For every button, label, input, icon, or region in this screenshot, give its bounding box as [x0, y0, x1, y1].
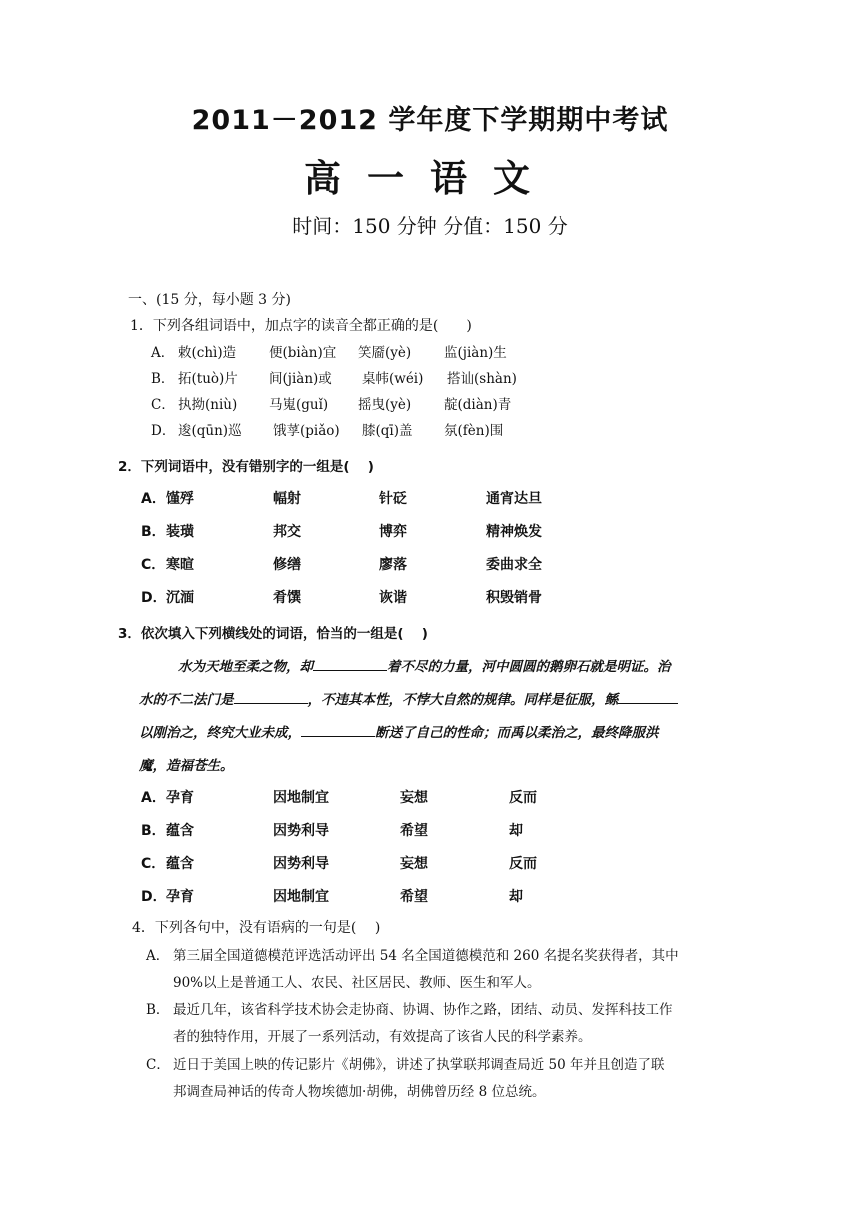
exam-meta: 时间：150 分钟 分值：150 分: [292, 214, 568, 238]
option-item: 氛(fèn)围: [444, 423, 504, 439]
option-label: B．: [141, 823, 166, 839]
option-item: 积毁销骨: [486, 590, 542, 606]
fill-blank: [234, 689, 308, 704]
fill-blank: [301, 722, 375, 737]
option-label: A．: [141, 790, 166, 806]
option-item: 马嵬(guǐ): [269, 397, 329, 413]
option-item: 因势利导: [273, 823, 329, 839]
option-label: B．: [151, 371, 175, 387]
passage-line: [139, 721, 659, 741]
option-item: 孕育: [166, 790, 194, 806]
option-item: 装璜: [166, 524, 194, 540]
passage-line: [178, 655, 671, 675]
option-item: 敕(chì)造: [178, 345, 237, 361]
option-item: 反而: [509, 856, 537, 872]
option-item: 蕴含: [166, 856, 194, 872]
option-item: 针砭: [379, 491, 407, 507]
option-item: 委曲求全: [486, 557, 542, 573]
option-item: 反而: [509, 790, 537, 806]
option-item: 因地制宜: [273, 790, 329, 806]
passage-line: [139, 688, 678, 708]
option-item: 拓(tuò)片: [178, 371, 238, 387]
question-stem: 2．下列词语中，没有错别字的一组是( ): [118, 459, 374, 475]
sentence-line: 近日于美国上映的传记影片《胡佛》，讲述了执掌联邦调查局近 50 年并且创造了联: [173, 1057, 665, 1073]
option-item: 桌帏(wéi): [362, 371, 424, 387]
option-label: A．: [151, 345, 175, 361]
option-item: 精神焕发: [486, 524, 542, 540]
question-stem: 1．下列各组词语中，加点字的读音全都正确的是( ): [130, 318, 472, 334]
option-item: 寒暄: [166, 557, 194, 573]
option-item: 却: [509, 823, 523, 839]
sentence-line: 邦调查局神话的传奇人物埃德加·胡佛，胡佛曾历经 8 位总统。: [173, 1084, 546, 1100]
option-label: A．: [146, 948, 170, 964]
question-stem: 3．依次填入下列横线处的词语，恰当的一组是( ): [118, 626, 428, 642]
option-item: 逡(qūn)巡: [178, 423, 242, 439]
option-item: 妄想: [400, 856, 428, 872]
option-item: 却: [509, 889, 523, 905]
passage-text: 水为天地至柔之物，却: [178, 659, 313, 675]
option-item: 蕴含: [166, 823, 194, 839]
option-item: 邦交: [273, 524, 301, 540]
option-item: 监(jiàn)生: [444, 345, 507, 361]
option-label: A．: [141, 491, 166, 507]
sentence-line: 第三届全国道德模范评选活动评出 54 名全国道德模范和 260 名提名奖获得者，其中: [173, 948, 679, 964]
option-item: 便(biàn)宜: [269, 345, 337, 361]
option-label: B．: [141, 524, 166, 540]
sentence-line: 者的独特作用，开展了一系列活动，有效提高了该省人民的科学素养。: [173, 1029, 592, 1045]
option-label: C．: [141, 557, 166, 573]
subject-title: 高一语文: [304, 157, 556, 200]
section-heading: 一、(15 分，每小题 3 分): [128, 292, 291, 308]
question-stem: 4．下列各句中，没有语病的一句是( ): [132, 920, 381, 936]
option-item: 廖落: [379, 557, 407, 573]
option-item: 饿莩(piǎo): [273, 423, 340, 439]
option-item: 肴馔: [273, 590, 301, 606]
exam-title: 2011－2012 学年度下学期期中考试: [191, 105, 669, 136]
option-label: C．: [141, 856, 166, 872]
option-label: C．: [151, 397, 175, 413]
option-item: 因势利导: [273, 856, 329, 872]
option-item: 通宵达旦: [486, 491, 542, 507]
option-item: 摇曳(yè): [358, 397, 412, 413]
option-item: 因地制宜: [273, 889, 329, 905]
option-item: 间(jiàn)或: [269, 371, 332, 387]
passage-text: 着不尽的力量，河中圆圆的鹅卵石就是明证。治: [387, 659, 671, 675]
sentence-line: 90%以上是普通工人、农民、社区居民、教师、医生和军人。: [173, 975, 541, 991]
passage-line: 魔，造福苍生。: [139, 758, 234, 774]
option-item: 诙谐: [379, 590, 407, 606]
option-item: 膝(qī)盖: [362, 423, 413, 439]
option-item: 希望: [400, 889, 428, 905]
option-item: 孕育: [166, 889, 194, 905]
option-item: 幅射: [273, 491, 301, 507]
option-item: 希望: [400, 823, 428, 839]
passage-text: 水的不二法门是: [139, 692, 234, 708]
sentence-line: 最近几年，该省科学技术协会走协商、协调、协作之路，团结、动员、发挥科技工作: [173, 1002, 673, 1018]
option-item: 馑殍: [166, 491, 194, 507]
option-label: C．: [146, 1057, 170, 1073]
passage-text: 以刚治之，终究大业未成，: [139, 725, 301, 741]
option-item: 妄想: [400, 790, 428, 806]
fill-blank: [313, 656, 387, 671]
option-label: D．: [141, 590, 167, 606]
option-item: 搭讪(shàn): [447, 371, 517, 387]
option-label: D．: [151, 423, 176, 439]
option-label: D．: [141, 889, 167, 905]
passage-text: ，不违其本性，不悖大自然的规律。同样是征服，鲧: [307, 692, 618, 708]
option-item: 靛(diàn)青: [444, 397, 512, 413]
option-label: B．: [146, 1002, 170, 1018]
option-item: 沉湎: [166, 590, 194, 606]
passage-text: 断送了自己的性命；而禹以柔治之，最终降服洪: [375, 725, 659, 741]
option-item: 修缮: [273, 557, 301, 573]
option-item: 博弈: [379, 524, 407, 540]
option-item: 执拗(niù): [178, 397, 238, 413]
fill-blank: [618, 689, 678, 704]
option-item: 笑靥(yè): [358, 345, 412, 361]
